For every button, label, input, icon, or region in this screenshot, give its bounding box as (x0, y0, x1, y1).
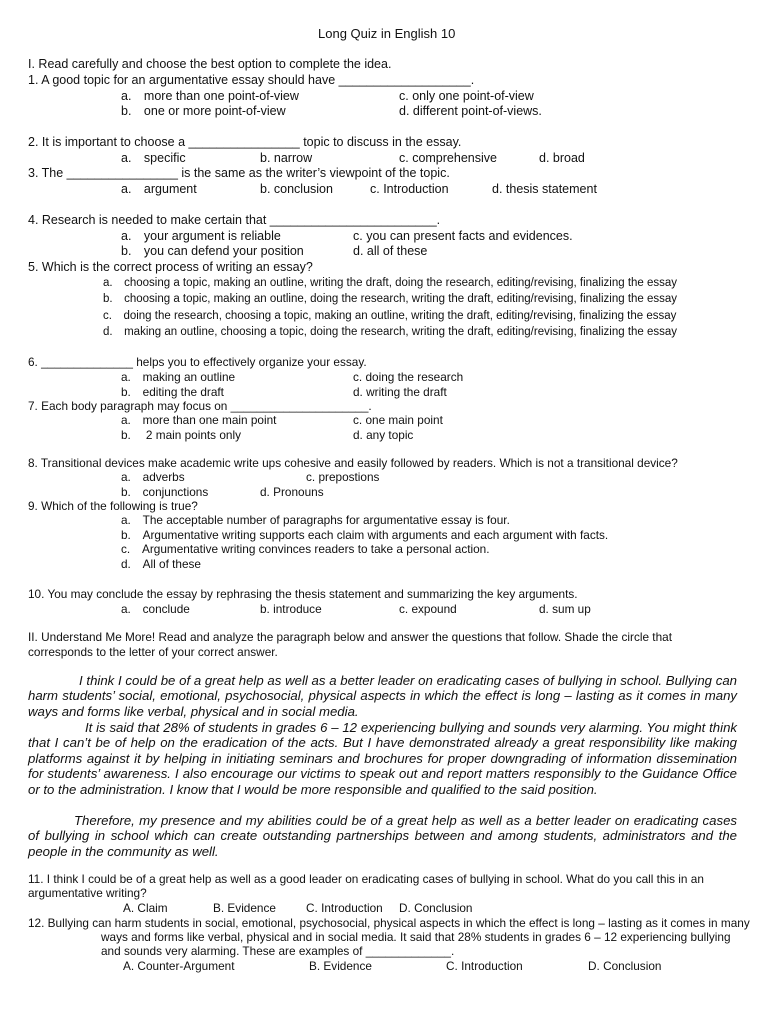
q3-stem: 3. The ________________ is the same as the writer’s viewpoint of the topic. (28, 166, 450, 180)
q3-option-b[interactable]: b. conclusion (260, 182, 333, 196)
q2-stem: 2. It is important to choose a ________________ topic to discuss in the essay. (28, 135, 462, 149)
passage-paragraph-2: It is said that 28% of students in grades 6 – 12 experiencing bullying and sounds very alarming. You might think that I can’t be of help on the eradication of the acts. But I have demonstrated already a great responsibility like making platforms against it by helping in initiating seminars and brochures for proper downgrading of information dissemination for students’ awareness. I also encourage our victims to speak out and report matters responsibly to the Guidance Office or to the administration. I know that I would be more responsible and qualified to the said position. (28, 720, 737, 797)
q2-option-b[interactable]: b. narrow (260, 151, 313, 165)
q7-stem: 7. Each body paragraph may focus on _____________________. (28, 399, 372, 413)
q7-option-b[interactable]: b. 2 main points only (121, 428, 241, 442)
q12-stem-line-2: ways and forms like verbal, physical and in social media. It said that 28% students in grades 6 – 12 experiencing bullying (101, 930, 731, 944)
q8-option-d[interactable]: d. Pronouns (260, 485, 324, 499)
q8-option-a[interactable]: a. adverbs (121, 470, 185, 484)
part1-instruction: I. Read carefully and choose the best option to complete the idea. (28, 57, 392, 71)
q4-option-b[interactable]: b. you can defend your position (121, 244, 304, 258)
q3-option-d[interactable]: d. thesis statement (492, 182, 597, 196)
q8-stem: 8. Transitional devices make academic write ups cohesive and easily followed by readers. Which is not a transitional device? (28, 456, 678, 470)
q10-option-c[interactable]: c. expound (399, 602, 457, 616)
q12-option-a[interactable]: A. Counter-Argument (123, 959, 235, 973)
q1-option-c[interactable]: c. only one point-of-view (399, 89, 534, 103)
q2-option-c[interactable]: c. comprehensive (399, 151, 497, 165)
q12-option-d[interactable]: D. Conclusion (588, 959, 662, 973)
q12-option-b[interactable]: B. Evidence (309, 959, 372, 973)
q8-option-c[interactable]: c. prepostions (306, 470, 380, 484)
q10-option-b[interactable]: b. introduce (260, 602, 322, 616)
passage-paragraph-1: I think I could be of a great help as well as a better leader on eradicating cases of bullying in school. Bullying can harm students’ social, emotional, psychosocial, physical aspects in which the effect is long – lasting as it comes in many ways and forms like verbal, physical and in social media. (28, 673, 737, 719)
q8-option-b[interactable]: b. conjunctions (121, 485, 209, 499)
q7-option-a[interactable]: a. more than one main point (121, 413, 277, 427)
q5-stem: 5. Which is the correct process of writing an essay? (28, 260, 313, 274)
q5-option-d[interactable]: d. making an outline, choosing a topic, doing the research, writing the draft, editing/revising, finalizing the essay (103, 326, 678, 338)
q9-option-d[interactable]: d. All of these (121, 557, 201, 571)
q11-option-b[interactable]: B. Evidence (213, 901, 276, 915)
q7-option-d[interactable]: d. any topic (353, 428, 414, 442)
q10-stem: 10. You may conclude the essay by rephrasing the thesis statement and summarizing the key arguments. (28, 587, 578, 601)
q1-option-b[interactable]: b. one or more point-of-view (121, 104, 286, 118)
q11-option-a[interactable]: A. Claim (123, 901, 168, 915)
q11-stem-line-2: argumentative writing? (28, 886, 147, 900)
q4-option-d[interactable]: d. all of these (353, 244, 428, 258)
q9-option-a[interactable]: a. The acceptable number of paragraphs for argumentative essay is four. (121, 513, 510, 527)
q9-option-c[interactable]: c. Argumentative writing convinces readers to take a personal action. (121, 542, 490, 556)
q7-option-c[interactable]: c. one main point (353, 413, 443, 427)
q1-option-a[interactable]: a. more than one point-of-view (121, 89, 299, 103)
q3-option-a[interactable]: a. argument (121, 182, 197, 196)
q5-option-c[interactable]: c. doing the research, choosing a topic, making an outline, writing the draft, editing/revising, finalizing the essay (103, 310, 677, 322)
q4-option-a[interactable]: a. your argument is reliable (121, 229, 281, 243)
page-title: Long Quiz in English 10 (318, 26, 456, 41)
q2-option-d[interactable]: d. broad (539, 151, 585, 165)
passage-paragraph-3: Therefore, my presence and my abilities could be of a great help as well as a better leader on eradicating cases of bullying in school which can create outstanding partnerships between and among students, administrators and the people in the community as well. (28, 813, 737, 859)
q6-option-a[interactable]: a. making an outline (121, 370, 236, 384)
q6-option-d[interactable]: d. writing the draft (353, 385, 447, 399)
q9-stem: 9. Which of the following is true? (28, 499, 198, 513)
q10-option-a[interactable]: a. conclude (121, 602, 190, 616)
q11-option-c[interactable]: C. Introduction (306, 901, 383, 915)
part2-instruction: II. Understand Me More! Read and analyze the paragraph below and answer the questions that follow. Shade the circle that corresponds to the letter of your correct answer. (28, 630, 672, 659)
q4-stem: 4. Research is needed to make certain that ________________________. (28, 213, 441, 227)
q5-option-b[interactable]: b. choosing a topic, making an outline, doing the research, writing the draft, editing/revising, finalizing the essay (103, 293, 678, 305)
q9-option-b[interactable]: b. Argumentative writing supports each claim with arguments and each argument with facts. (121, 528, 609, 542)
q2-option-a[interactable]: a. specific (121, 151, 186, 165)
q5-option-a[interactable]: a. choosing a topic, making an outline, writing the draft, doing the research, editing/revising, finalizing the essay (103, 277, 678, 289)
q12-option-c[interactable]: C. Introduction (446, 959, 523, 973)
q3-option-c[interactable]: c. Introduction (370, 182, 449, 196)
q1-stem: 1. A good topic for an argumentative essay should have ___________________. (28, 73, 475, 87)
q4-option-c[interactable]: c. you can present facts and evidences. (353, 229, 573, 243)
q12-stem-line-3: and sounds very alarming. These are examples of _____________. (101, 944, 455, 958)
q6-stem: 6. ______________ helps you to effectively organize your essay. (28, 355, 367, 369)
q1-option-d[interactable]: d. different point-of-views. (399, 104, 542, 118)
q6-option-c[interactable]: c. doing the research (353, 370, 464, 384)
q11-stem-line-1: 11. I think I could be of a great help as well as a good leader on eradicating cases of bullying in school. What do you call this in an (28, 872, 704, 886)
q12-stem-line-1: 12. Bullying can harm students in social, emotional, psychosocial, physical aspects in which the effect is long – lasting as it comes in many (28, 916, 750, 930)
q11-option-d[interactable]: D. Conclusion (399, 901, 473, 915)
q6-option-b[interactable]: b. editing the draft (121, 385, 224, 399)
q10-option-d[interactable]: d. sum up (539, 602, 591, 616)
